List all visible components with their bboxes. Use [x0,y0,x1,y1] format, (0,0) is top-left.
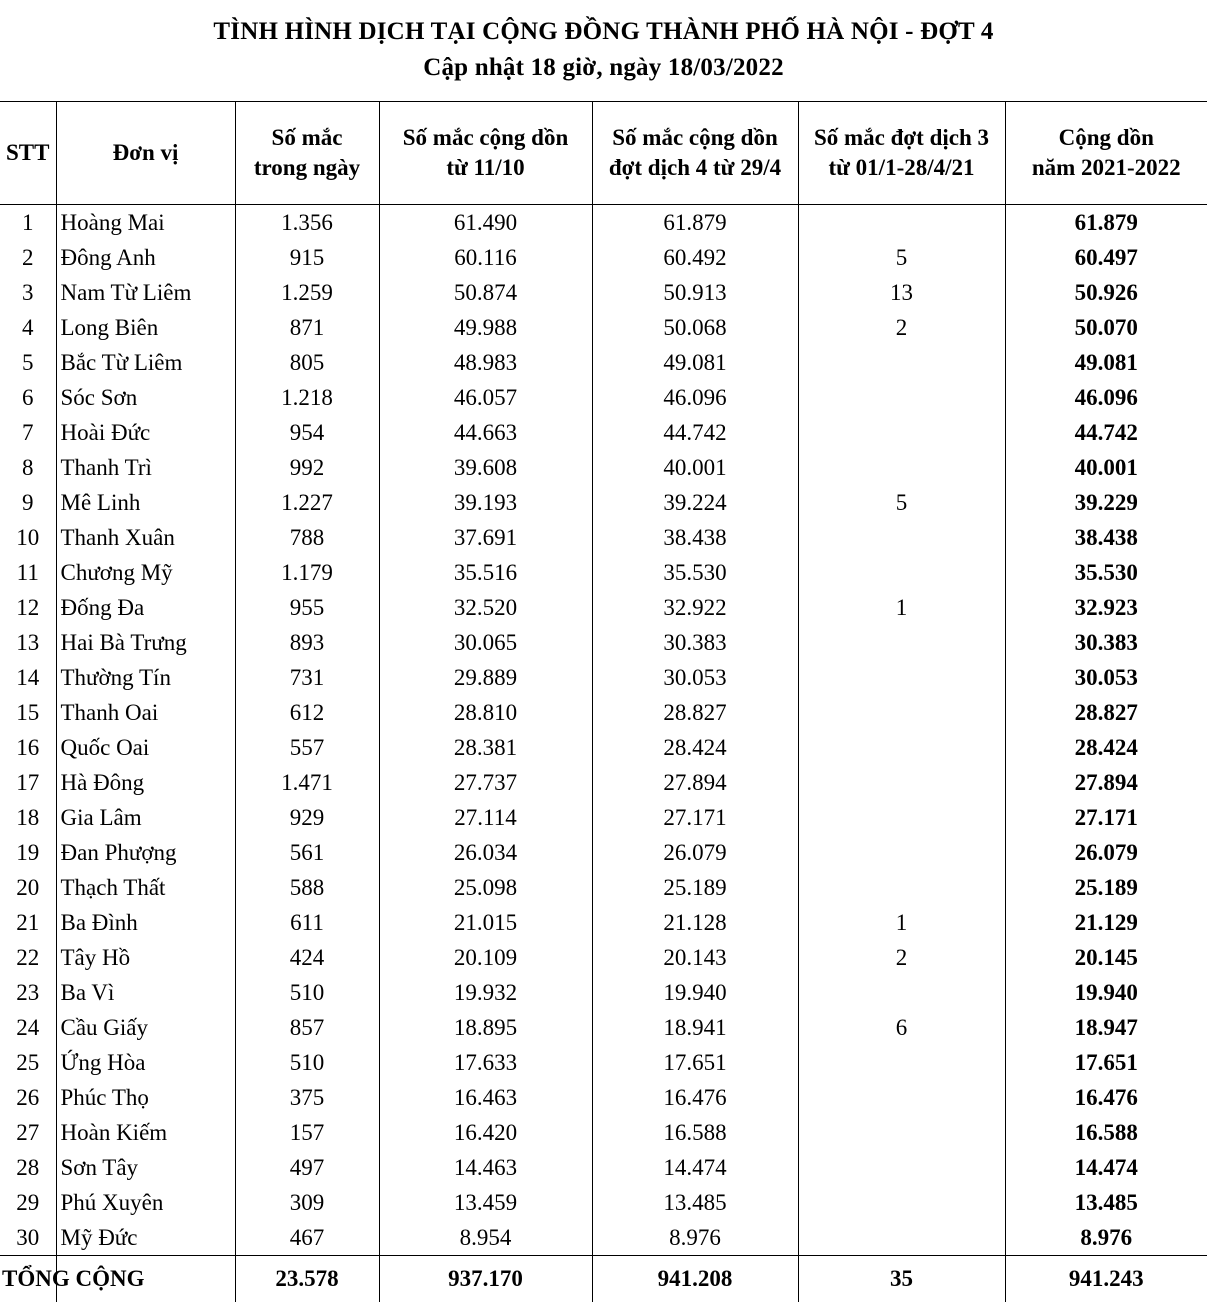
cell-since-11-10: 19.932 [379,975,592,1010]
table-row [0,1045,1207,1080]
table-row [0,240,1207,275]
header-don-vi: Đơn vị [56,102,235,205]
cell-wave4: 25.189 [592,870,798,905]
cell-wave3 [798,380,1005,415]
cell-total: 38.438 [1005,520,1207,555]
cell-today: 561 [235,835,379,870]
header-line: đợt dịch 4 từ 29/4 [593,153,798,183]
cell-since-11-10: 21.015 [379,905,592,940]
table-row [0,275,1207,310]
cell-today: 309 [235,1185,379,1220]
cell-total: 16.588 [1005,1115,1207,1150]
header-cong-don-11-10 [379,102,592,205]
cell-today: 1.259 [235,275,379,310]
table-body [0,205,1207,1256]
cell-wave3 [798,695,1005,730]
cell-stt: 1 [0,205,56,241]
cell-today: 1.356 [235,205,379,241]
cell-stt: 6 [0,380,56,415]
cell-don-vi: Mỹ Đức [56,1220,235,1256]
cell-today: 929 [235,800,379,835]
cell-total: 27.171 [1005,800,1207,835]
table-row [0,345,1207,380]
cell-stt: 26 [0,1080,56,1115]
table-row [0,940,1207,975]
cell-wave4: 28.827 [592,695,798,730]
cell-total: 60.497 [1005,240,1207,275]
cell-since-11-10: 17.633 [379,1045,592,1080]
cell-don-vi: Thanh Xuân [56,520,235,555]
cell-total: 49.081 [1005,345,1207,380]
table-row [0,450,1207,485]
cell-stt: 21 [0,905,56,940]
cell-today: 497 [235,1150,379,1185]
cell-stt: 24 [0,1010,56,1045]
cell-don-vi: Gia Lâm [56,800,235,835]
page-title: TÌNH HÌNH DỊCH TẠI CỘNG ĐỒNG THÀNH PHỐ HÀ NỘI - ĐỢT 4 [0,14,1207,50]
cell-since-11-10: 39.193 [379,485,592,520]
cell-wave3 [798,1045,1005,1080]
header-line: Cộng dồn [1006,123,1207,153]
cell-today: 805 [235,345,379,380]
totals-wave4: 941.208 [592,1256,798,1302]
cell-wave4: 18.941 [592,1010,798,1045]
cell-don-vi: Phú Xuyên [56,1185,235,1220]
cell-wave4: 46.096 [592,380,798,415]
cell-wave4: 35.530 [592,555,798,590]
cell-wave3: 2 [798,310,1005,345]
header-stt: STT [0,102,56,205]
cell-since-11-10: 18.895 [379,1010,592,1045]
cell-stt: 18 [0,800,56,835]
cell-total: 14.474 [1005,1150,1207,1185]
cell-wave3 [798,1080,1005,1115]
cell-since-11-10: 50.874 [379,275,592,310]
cell-since-11-10: 8.954 [379,1220,592,1256]
cell-today: 871 [235,310,379,345]
cell-wave3 [798,1115,1005,1150]
cell-wave3 [798,450,1005,485]
table-row [0,380,1207,415]
cell-wave3 [798,1220,1005,1256]
table-row [0,1010,1207,1045]
cell-don-vi: Hoàng Mai [56,205,235,241]
cell-total: 35.530 [1005,555,1207,590]
cell-today: 611 [235,905,379,940]
header-line: từ 11/10 [380,153,592,183]
cell-wave4: 26.079 [592,835,798,870]
table-row [0,800,1207,835]
cell-wave4: 16.476 [592,1080,798,1115]
header-line: từ 01/1-28/4/21 [799,153,1005,183]
cell-don-vi: Nam Từ Liêm [56,275,235,310]
cell-total: 30.053 [1005,660,1207,695]
cell-total: 28.424 [1005,730,1207,765]
cell-wave3 [798,345,1005,380]
cell-since-11-10: 28.381 [379,730,592,765]
cell-total: 46.096 [1005,380,1207,415]
cell-today: 1.218 [235,380,379,415]
cell-today: 467 [235,1220,379,1256]
cell-stt: 2 [0,240,56,275]
header-cong-don-nam [1005,102,1207,205]
cell-total: 25.189 [1005,870,1207,905]
cell-since-11-10: 49.988 [379,310,592,345]
header-line: Số mắc [236,123,379,153]
cell-don-vi: Tây Hồ [56,940,235,975]
cell-today: 1.179 [235,555,379,590]
cell-since-11-10: 39.608 [379,450,592,485]
cell-wave3 [798,730,1005,765]
cell-don-vi: Thanh Oai [56,695,235,730]
table-row [0,730,1207,765]
cell-since-11-10: 60.116 [379,240,592,275]
cell-don-vi: Chương Mỹ [56,555,235,590]
cell-wave4: 28.424 [592,730,798,765]
cell-total: 17.651 [1005,1045,1207,1080]
cell-wave4: 19.940 [592,975,798,1010]
cell-stt: 12 [0,590,56,625]
totals-total: 941.243 [1005,1256,1207,1302]
cell-wave4: 61.879 [592,205,798,241]
cell-wave3: 6 [798,1010,1005,1045]
cell-total: 30.383 [1005,625,1207,660]
cell-wave4: 60.492 [592,240,798,275]
cell-wave3: 5 [798,240,1005,275]
cell-since-11-10: 16.463 [379,1080,592,1115]
table-row [0,870,1207,905]
header-line: Số mắc cộng dồn [593,123,798,153]
cell-wave3 [798,765,1005,800]
cell-total: 19.940 [1005,975,1207,1010]
cell-wave3 [798,660,1005,695]
cell-stt: 30 [0,1220,56,1256]
cell-wave4: 30.053 [592,660,798,695]
cell-since-11-10: 20.109 [379,940,592,975]
cell-wave3: 1 [798,905,1005,940]
cell-wave4: 14.474 [592,1150,798,1185]
cell-wave4: 49.081 [592,345,798,380]
cell-wave4: 50.068 [592,310,798,345]
cell-stt: 16 [0,730,56,765]
cell-wave3 [798,205,1005,241]
cell-today: 954 [235,415,379,450]
cell-stt: 9 [0,485,56,520]
cell-stt: 22 [0,940,56,975]
cell-today: 915 [235,240,379,275]
cell-total: 61.879 [1005,205,1207,241]
cell-stt: 17 [0,765,56,800]
cell-today: 1.471 [235,765,379,800]
cell-total: 26.079 [1005,835,1207,870]
cell-today: 557 [235,730,379,765]
header-line: Số mắc đợt dịch 3 [799,123,1005,153]
cell-stt: 19 [0,835,56,870]
table-row [0,1115,1207,1150]
table-row [0,975,1207,1010]
cell-since-11-10: 35.516 [379,555,592,590]
cell-since-11-10: 32.520 [379,590,592,625]
cell-total: 44.742 [1005,415,1207,450]
cell-since-11-10: 44.663 [379,415,592,450]
cell-today: 893 [235,625,379,660]
cell-total: 40.001 [1005,450,1207,485]
cell-don-vi: Hà Đông [56,765,235,800]
cell-don-vi: Thanh Trì [56,450,235,485]
cell-today: 731 [235,660,379,695]
cell-total: 8.976 [1005,1220,1207,1256]
cell-total: 18.947 [1005,1010,1207,1045]
cell-don-vi: Ba Vì [56,975,235,1010]
cell-wave4: 13.485 [592,1185,798,1220]
table-row [0,415,1207,450]
cell-don-vi: Hai Bà Trưng [56,625,235,660]
cell-wave3 [798,975,1005,1010]
cell-since-11-10: 46.057 [379,380,592,415]
cell-don-vi: Ứng Hòa [56,1045,235,1080]
cell-today: 955 [235,590,379,625]
cell-wave3 [798,520,1005,555]
cell-today: 424 [235,940,379,975]
header-row [0,102,1207,205]
page-subtitle: Cập nhật 18 giờ, ngày 18/03/2022 [0,50,1207,86]
cell-stt: 28 [0,1150,56,1185]
cell-stt: 15 [0,695,56,730]
cell-since-11-10: 29.889 [379,660,592,695]
table-row [0,520,1207,555]
cell-since-11-10: 48.983 [379,345,592,380]
cell-wave4: 32.922 [592,590,798,625]
cell-stt: 14 [0,660,56,695]
cell-wave4: 17.651 [592,1045,798,1080]
cell-wave4: 27.894 [592,765,798,800]
cell-total: 32.923 [1005,590,1207,625]
cell-since-11-10: 25.098 [379,870,592,905]
cell-wave4: 40.001 [592,450,798,485]
cell-total: 50.926 [1005,275,1207,310]
cell-don-vi: Thạch Thất [56,870,235,905]
header-so-mac-trong-ngay [235,102,379,205]
table-row [0,695,1207,730]
cell-don-vi: Hoàn Kiếm [56,1115,235,1150]
cell-since-11-10: 13.459 [379,1185,592,1220]
cell-stt: 11 [0,555,56,590]
cell-wave3: 13 [798,275,1005,310]
totals-wave3: 35 [798,1256,1005,1302]
table-row [0,555,1207,590]
table-row [0,765,1207,800]
cell-don-vi: Ba Đình [56,905,235,940]
cell-since-11-10: 26.034 [379,835,592,870]
cell-stt: 13 [0,625,56,660]
cell-wave3 [798,870,1005,905]
cell-wave4: 30.383 [592,625,798,660]
cell-wave3: 1 [798,590,1005,625]
cell-today: 588 [235,870,379,905]
cell-since-11-10: 14.463 [379,1150,592,1185]
cell-today: 992 [235,450,379,485]
table-row [0,590,1207,625]
cell-stt: 20 [0,870,56,905]
cell-since-11-10: 28.810 [379,695,592,730]
totals-since-11-10: 937.170 [379,1256,592,1302]
cell-stt: 7 [0,415,56,450]
cell-since-11-10: 27.737 [379,765,592,800]
cell-don-vi: Đống Đa [56,590,235,625]
cell-wave3 [798,555,1005,590]
cell-wave4: 50.913 [592,275,798,310]
title-block [0,14,1207,86]
cell-since-11-10: 37.691 [379,520,592,555]
totals-label: TỔNG CỘNG [0,1256,56,1302]
cell-total: 20.145 [1005,940,1207,975]
cell-wave3 [798,835,1005,870]
totals-today: 23.578 [235,1256,379,1302]
cell-wave3: 5 [798,485,1005,520]
cell-wave3 [798,625,1005,660]
header-cong-don-dot4 [592,102,798,205]
cell-stt: 27 [0,1115,56,1150]
cell-wave4: 16.588 [592,1115,798,1150]
covid-stats-table [0,101,1207,1302]
cell-total: 50.070 [1005,310,1207,345]
table-row [0,1220,1207,1256]
cell-stt: 25 [0,1045,56,1080]
totals-row [0,1256,1207,1302]
cell-wave4: 20.143 [592,940,798,975]
cell-since-11-10: 30.065 [379,625,592,660]
cell-total: 21.129 [1005,905,1207,940]
header-line: trong ngày [236,153,379,183]
cell-today: 157 [235,1115,379,1150]
cell-today: 857 [235,1010,379,1045]
cell-wave3 [798,1150,1005,1185]
header-line: Số mắc cộng dồn [380,123,592,153]
cell-wave3: 2 [798,940,1005,975]
table-row [0,1080,1207,1115]
table-row [0,905,1207,940]
cell-stt: 5 [0,345,56,380]
cell-stt: 4 [0,310,56,345]
cell-don-vi: Long Biên [56,310,235,345]
cell-don-vi: Phúc Thọ [56,1080,235,1115]
cell-wave4: 21.128 [592,905,798,940]
cell-wave3 [798,1185,1005,1220]
cell-don-vi: Thường Tín [56,660,235,695]
cell-total: 27.894 [1005,765,1207,800]
cell-wave4: 38.438 [592,520,798,555]
cell-stt: 23 [0,975,56,1010]
cell-don-vi: Sóc Sơn [56,380,235,415]
table-row [0,625,1207,660]
cell-today: 1.227 [235,485,379,520]
cell-don-vi: Cầu Giấy [56,1010,235,1045]
cell-today: 510 [235,975,379,1010]
cell-stt: 3 [0,275,56,310]
cell-don-vi: Đan Phượng [56,835,235,870]
cell-wave3 [798,800,1005,835]
header-line: năm 2021-2022 [1006,153,1207,183]
cell-total: 28.827 [1005,695,1207,730]
table-row [0,1150,1207,1185]
cell-wave3 [798,415,1005,450]
cell-wave4: 27.171 [592,800,798,835]
cell-since-11-10: 27.114 [379,800,592,835]
cell-today: 612 [235,695,379,730]
cell-total: 39.229 [1005,485,1207,520]
cell-wave4: 8.976 [592,1220,798,1256]
table-row [0,1185,1207,1220]
header-dot3 [798,102,1005,205]
cell-don-vi: Mê Linh [56,485,235,520]
table-row [0,660,1207,695]
cell-stt: 10 [0,520,56,555]
table-row [0,205,1207,241]
cell-don-vi: Hoài Đức [56,415,235,450]
cell-today: 788 [235,520,379,555]
table-row [0,310,1207,345]
cell-today: 375 [235,1080,379,1115]
cell-don-vi: Bắc Từ Liêm [56,345,235,380]
cell-wave4: 44.742 [592,415,798,450]
cell-today: 510 [235,1045,379,1080]
cell-total: 16.476 [1005,1080,1207,1115]
cell-don-vi: Sơn Tây [56,1150,235,1185]
cell-total: 13.485 [1005,1185,1207,1220]
cell-don-vi: Quốc Oai [56,730,235,765]
cell-since-11-10: 16.420 [379,1115,592,1150]
cell-wave4: 39.224 [592,485,798,520]
table-row [0,835,1207,870]
cell-stt: 29 [0,1185,56,1220]
cell-since-11-10: 61.490 [379,205,592,241]
cell-don-vi: Đông Anh [56,240,235,275]
table-row [0,485,1207,520]
cell-stt: 8 [0,450,56,485]
